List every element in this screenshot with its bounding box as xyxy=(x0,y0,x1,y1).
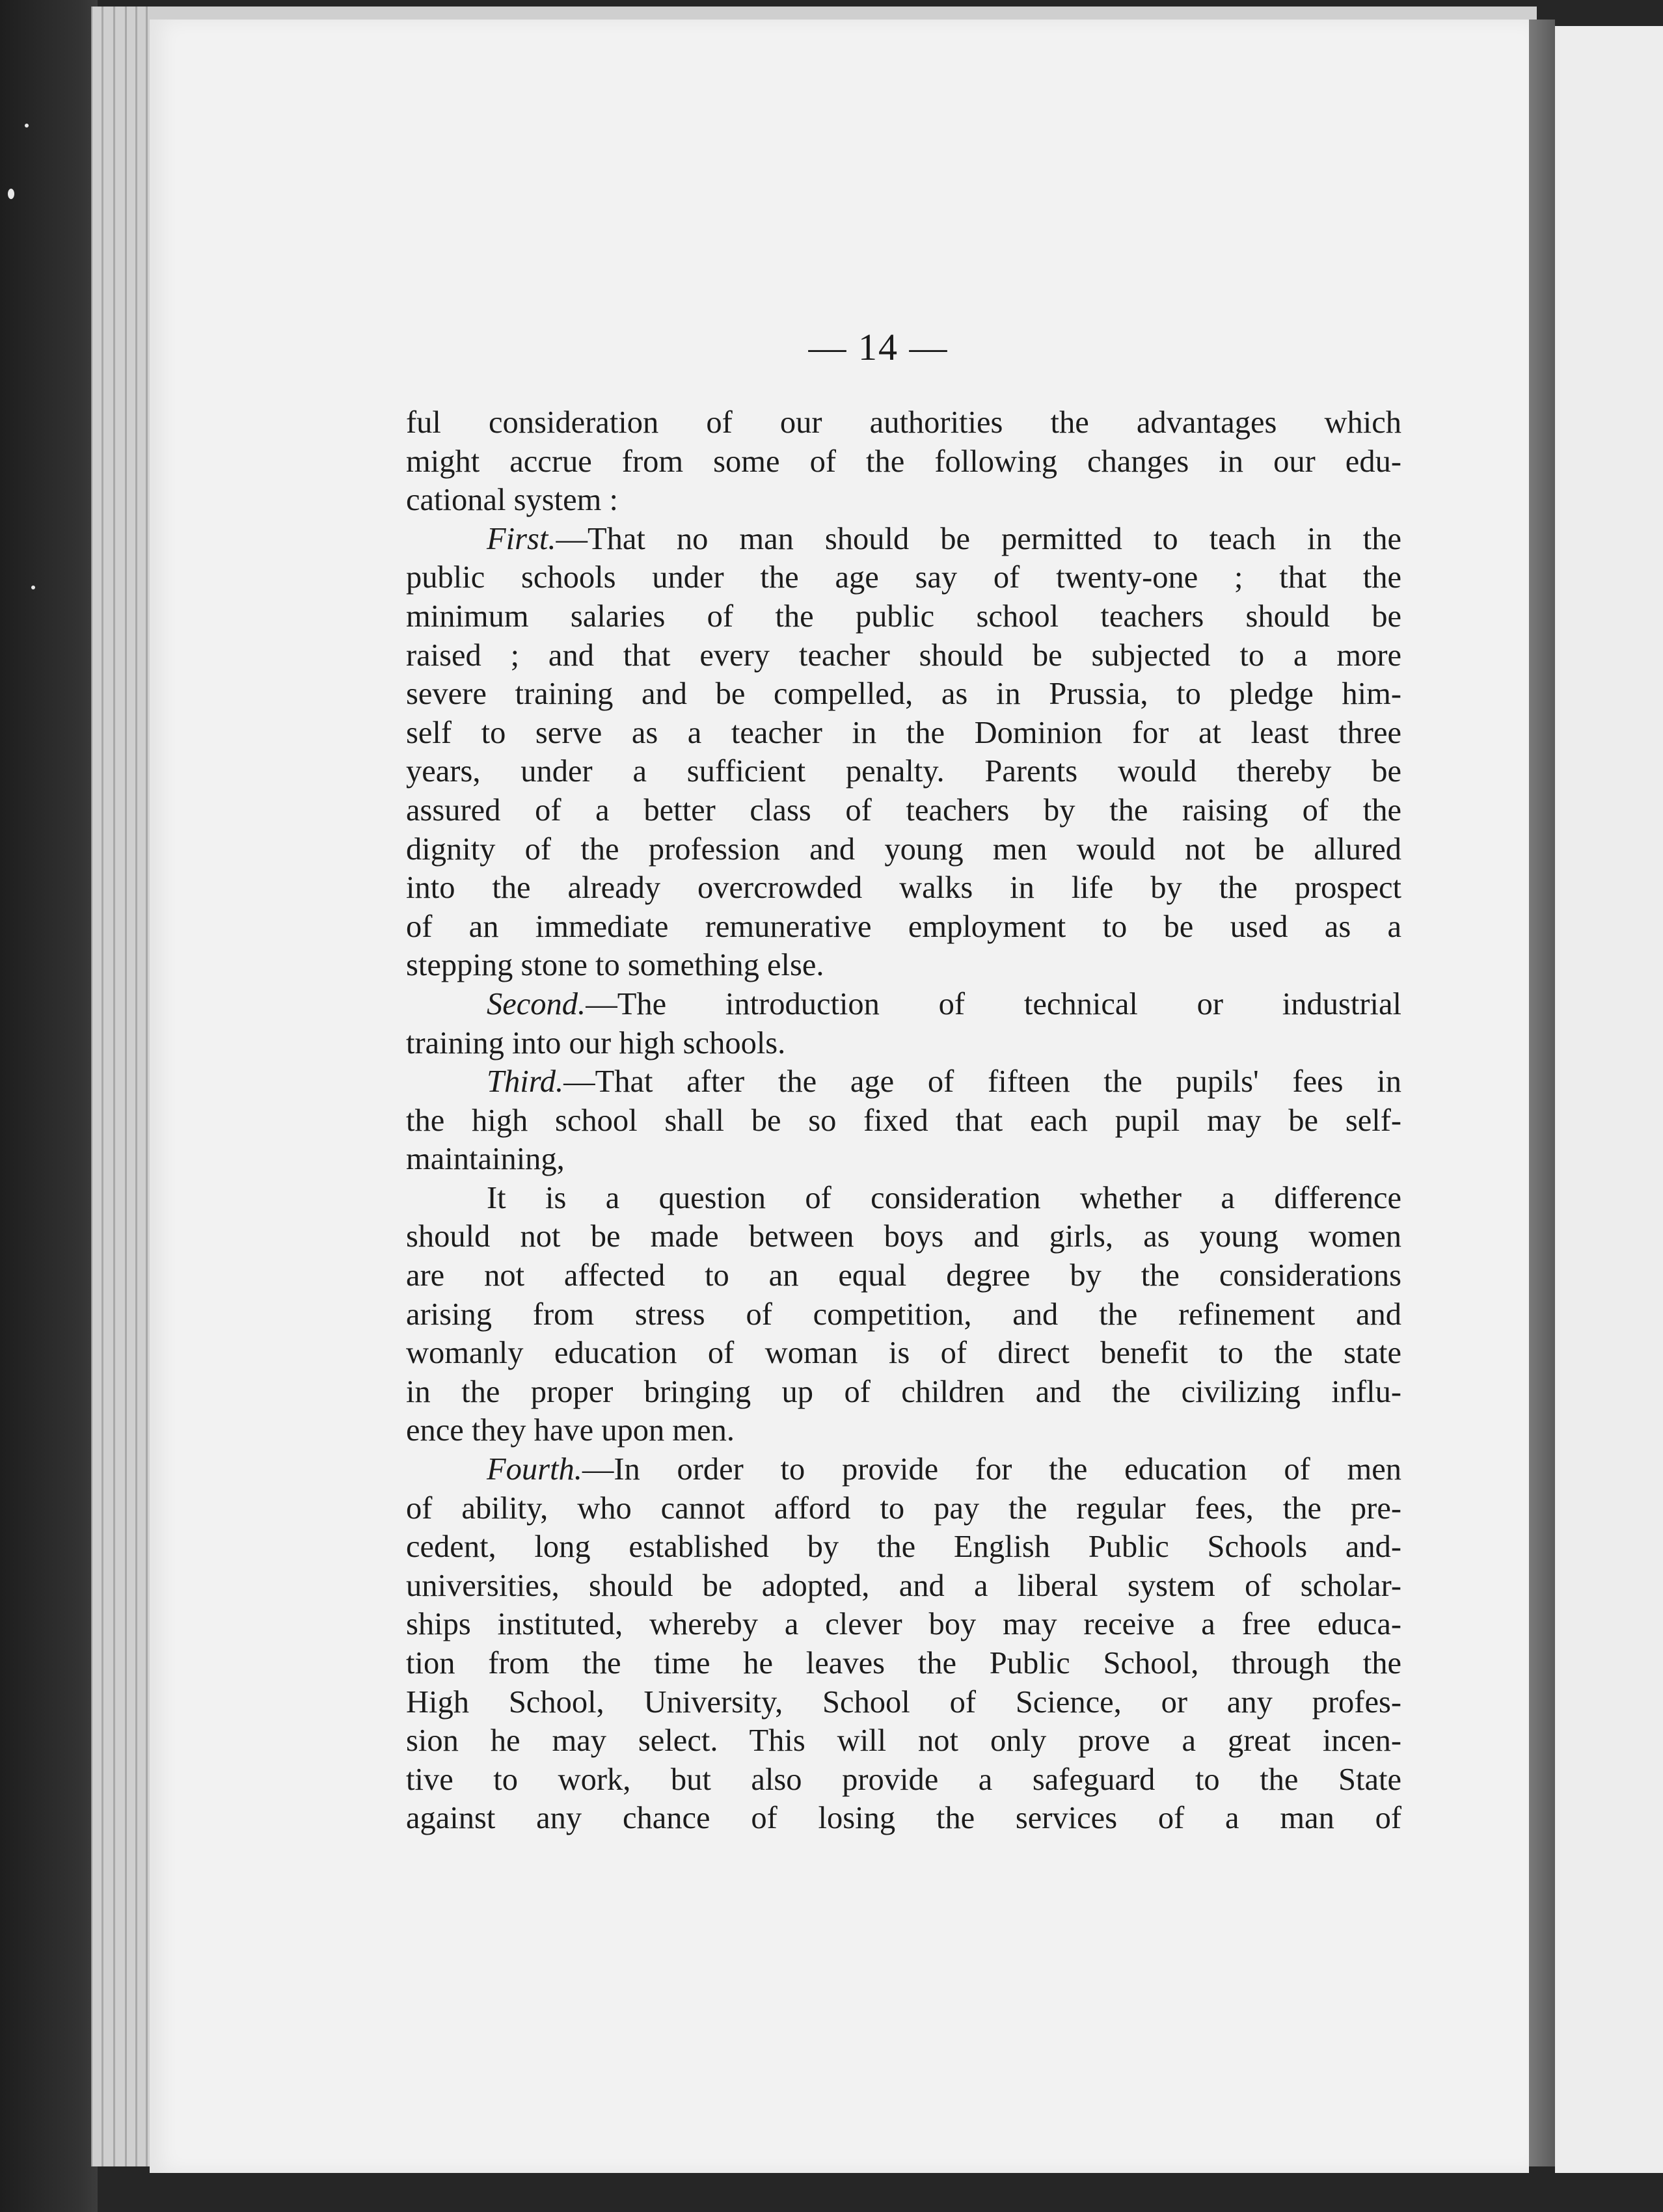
line-text: —That after the age of fifteen the pupils' fees in xyxy=(563,1064,1401,1099)
section-label: Second. xyxy=(487,986,586,1021)
line-text: the high school shall be so fixed that each pupil may be self- xyxy=(406,1103,1401,1138)
line-text: ence they have upon men. xyxy=(406,1413,735,1448)
text-line xyxy=(406,1024,1401,1063)
text-line xyxy=(406,1411,1401,1450)
text-line xyxy=(406,1217,1401,1256)
text-line xyxy=(406,908,1401,947)
text-line xyxy=(406,1334,1401,1373)
text-line xyxy=(406,714,1401,753)
text-line xyxy=(406,985,1401,1024)
line-text: tion from the time he leaves the Public School, through the xyxy=(406,1646,1401,1680)
text-line xyxy=(406,481,1401,520)
text-line xyxy=(406,1295,1401,1334)
line-text: raised ; and that every teacher should be subjected to a more xyxy=(406,638,1401,673)
line-text: in the proper bringing up of children and the civilizing influ- xyxy=(406,1374,1401,1409)
section-label: Third. xyxy=(487,1064,564,1099)
line-text: training into our high schools. xyxy=(406,1025,786,1060)
section-label: First. xyxy=(487,521,556,556)
line-text: —That no man should be permitted to teach in the xyxy=(556,521,1401,556)
line-text: —In order to provide for the education of men xyxy=(582,1452,1401,1487)
line-text: cational system : xyxy=(406,483,618,518)
line-text: are not affected to an equal degree by the considerations xyxy=(406,1258,1401,1293)
text-line xyxy=(406,1179,1401,1218)
body-text xyxy=(406,403,1401,1838)
text-line xyxy=(406,791,1401,830)
page-number: — 14 — xyxy=(808,326,949,368)
text-line xyxy=(406,1489,1401,1528)
scan-speck xyxy=(31,586,35,589)
line-text: tive to work, but also provide a safeguard to the State xyxy=(406,1762,1401,1797)
line-text: cedent, long established by the English Public Schools and- xyxy=(406,1530,1401,1565)
text-line xyxy=(406,1721,1401,1760)
line-text: of an immediate remunerative employment to be used as a xyxy=(406,909,1401,944)
line-text: arising from stress of competition, and the refinement and xyxy=(406,1297,1401,1332)
text-line xyxy=(406,1760,1401,1800)
text-line xyxy=(406,1799,1401,1838)
section-label: Fourth. xyxy=(487,1452,582,1487)
line-text: High School, University, School of Science, or any profes- xyxy=(406,1684,1401,1720)
text-line xyxy=(406,558,1401,597)
text-line xyxy=(406,1062,1401,1101)
text-line xyxy=(406,752,1401,791)
line-text: public schools under the age say of twenty-one ; that the xyxy=(406,560,1401,595)
text-line xyxy=(406,1683,1401,1722)
text-line xyxy=(406,1644,1401,1683)
line-text: assured of a better class of teachers by the raising of the xyxy=(406,792,1401,828)
line-text: womanly education of woman is of direct benefit to the state xyxy=(406,1336,1401,1371)
text-line xyxy=(406,946,1401,985)
text-line xyxy=(406,1373,1401,1412)
line-text: should not be made between boys and girls, as young women xyxy=(406,1219,1401,1254)
line-text: dignity of the profession and young men would not be allured xyxy=(406,831,1401,867)
text-line xyxy=(406,442,1401,481)
line-text: self to serve as a teacher in the Dominion for at least three xyxy=(406,715,1401,750)
line-text: ships instituted, whereby a clever boy may receive a free educa- xyxy=(406,1607,1401,1642)
line-text: of ability, who cannot afford to pay the regular fees, the pre- xyxy=(406,1490,1401,1526)
scan-speck xyxy=(25,124,29,128)
text-line xyxy=(406,520,1401,559)
line-text: into the already overcrowded walks in life by the prospect xyxy=(406,870,1401,906)
line-text: sion he may select. This will not only prove a great incen- xyxy=(406,1723,1401,1759)
line-text: severe training and be compelled, as in Prussia, to pledge him- xyxy=(406,677,1401,712)
line-text: stepping stone to something else. xyxy=(406,948,824,983)
line-text: maintaining, xyxy=(406,1142,565,1177)
text-line xyxy=(406,403,1401,442)
text-line xyxy=(406,1567,1401,1606)
text-line xyxy=(406,597,1401,636)
line-text: minimum salaries of the public school teachers should be xyxy=(406,599,1401,634)
line-text: against any chance of losing the services of a man of xyxy=(406,1801,1401,1836)
line-text: might accrue from some of the following changes in our edu- xyxy=(406,444,1401,479)
text-line xyxy=(406,1140,1401,1179)
line-text: universities, should be adopted, and a liberal system of scholar- xyxy=(406,1568,1401,1603)
text-line xyxy=(406,830,1401,869)
line-text: It is a question of consideration whether a difference xyxy=(487,1180,1401,1215)
scan-speck xyxy=(8,189,14,199)
text-line xyxy=(406,1450,1401,1489)
text-line xyxy=(406,675,1401,714)
text-line xyxy=(406,636,1401,675)
text-line xyxy=(406,1256,1401,1295)
line-text: ful consideration of our authorities the advantages which xyxy=(406,405,1401,440)
line-text: —The introduction of technical or industrial xyxy=(586,986,1401,1021)
text-line xyxy=(406,1528,1401,1567)
text-line xyxy=(406,869,1401,908)
text-line xyxy=(406,1605,1401,1644)
line-text: years, under a sufficient penalty. Parents would thereby be xyxy=(406,754,1401,789)
text-line xyxy=(406,1101,1401,1140)
